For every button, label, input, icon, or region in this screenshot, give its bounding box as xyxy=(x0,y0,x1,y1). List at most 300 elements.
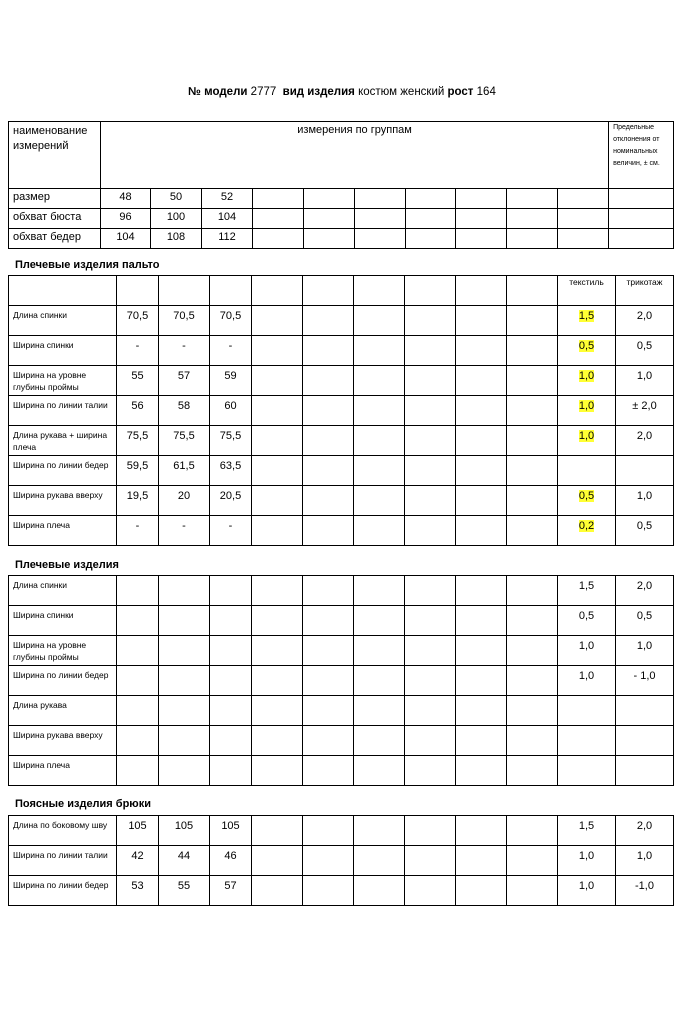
table-row xyxy=(9,426,674,456)
knit-tolerance xyxy=(616,696,674,726)
measure-value: 58 xyxy=(159,396,210,426)
empty-cell xyxy=(405,846,456,876)
empty-cell xyxy=(303,486,354,516)
measure-value: 70,5 xyxy=(159,306,210,336)
empty-cell xyxy=(303,426,354,456)
empty-cell xyxy=(405,306,456,336)
row-label: Длина спинки xyxy=(9,576,117,606)
empty-cell xyxy=(507,396,558,426)
empty-cell xyxy=(252,606,303,636)
measure-value: 59 xyxy=(210,366,252,396)
empty-cell xyxy=(456,576,507,606)
empty-cell xyxy=(252,486,303,516)
empty-cell xyxy=(210,696,252,726)
empty-cell xyxy=(355,229,406,249)
shoulder-table xyxy=(8,575,674,786)
knit-tolerance: 0,5 xyxy=(616,516,674,546)
empty-cell xyxy=(159,756,210,786)
size-value: 50 xyxy=(151,189,202,209)
empty-cell xyxy=(354,846,405,876)
empty-cell xyxy=(303,666,354,696)
empty-cell xyxy=(406,229,456,249)
textile-value: 1,0 xyxy=(578,880,595,892)
section-shoulder-title: Плечевые изделия xyxy=(15,559,119,571)
row-label: Ширина рукава вверху xyxy=(9,726,117,756)
empty-cell xyxy=(609,209,674,229)
empty-cell xyxy=(354,606,405,636)
table-row xyxy=(9,306,674,336)
textile-value: 0,2 xyxy=(578,520,595,532)
measure-value: 53 xyxy=(117,876,159,906)
textile-value: 1,5 xyxy=(578,580,595,592)
size-value: 100 xyxy=(151,209,202,229)
empty-cell xyxy=(405,666,456,696)
measure-value: 55 xyxy=(159,876,210,906)
type-label: вид изделия xyxy=(282,86,355,98)
empty-cell xyxy=(354,576,405,606)
size-value: 52 xyxy=(202,189,253,209)
empty-cell xyxy=(507,189,558,209)
empty-cell xyxy=(456,756,507,786)
empty-cell xyxy=(507,756,558,786)
empty-cell xyxy=(354,876,405,906)
textile-tolerance xyxy=(558,426,616,456)
empty-cell xyxy=(354,336,405,366)
empty-cell xyxy=(159,696,210,726)
empty-cell xyxy=(558,209,609,229)
row-label: Ширина рукава вверху xyxy=(9,486,117,516)
table-row xyxy=(9,726,674,756)
empty-cell xyxy=(252,366,303,396)
size-value: 112 xyxy=(202,229,253,249)
empty-cell xyxy=(405,276,456,306)
empty-cell xyxy=(507,726,558,756)
empty-cell xyxy=(456,846,507,876)
empty-cell xyxy=(252,696,303,726)
empty-cell xyxy=(117,726,159,756)
empty-cell xyxy=(354,396,405,426)
measure-value: - xyxy=(210,336,252,366)
table-row xyxy=(9,606,674,636)
empty-cell xyxy=(303,366,354,396)
knit-tolerance xyxy=(616,756,674,786)
knit-tolerance: 1,0 xyxy=(616,636,674,666)
textile-value: 1,0 xyxy=(578,640,595,652)
empty-cell xyxy=(456,726,507,756)
empty-cell xyxy=(253,189,304,209)
empty-cell xyxy=(354,366,405,396)
empty-cell xyxy=(303,876,354,906)
page-title xyxy=(0,86,684,98)
empty-cell xyxy=(117,276,159,306)
empty-cell xyxy=(210,756,252,786)
type-value: костюм женский xyxy=(358,86,445,98)
empty-cell xyxy=(253,229,304,249)
empty-cell xyxy=(117,606,159,636)
empty-cell xyxy=(303,846,354,876)
size-value: 104 xyxy=(202,209,253,229)
row-label: Длина спинки xyxy=(9,306,117,336)
empty-cell xyxy=(354,816,405,846)
empty-cell xyxy=(456,306,507,336)
empty-cell xyxy=(210,636,252,666)
textile-value: 1,0 xyxy=(578,400,595,412)
measure-value: 20 xyxy=(159,486,210,516)
trousers-table xyxy=(8,815,674,906)
empty-cell xyxy=(507,666,558,696)
empty-cell xyxy=(507,696,558,726)
empty-cell xyxy=(354,666,405,696)
empty-cell xyxy=(456,189,507,209)
knit-tolerance: ± 2,0 xyxy=(616,396,674,426)
table-row xyxy=(9,636,674,666)
empty-cell xyxy=(303,816,354,846)
knit-tolerance: - 1,0 xyxy=(616,666,674,696)
row-label: размер xyxy=(9,189,101,209)
measure-value: 105 xyxy=(210,816,252,846)
empty-cell xyxy=(405,636,456,666)
empty-cell xyxy=(405,756,456,786)
knit-tolerance: 1,0 xyxy=(616,846,674,876)
measure-value: 20,5 xyxy=(210,486,252,516)
row-label: обхват бедер xyxy=(9,229,101,249)
knit-tolerance: 0,5 xyxy=(616,336,674,366)
empty-cell xyxy=(252,816,303,846)
empty-cell xyxy=(252,576,303,606)
row-label: Ширина по линии талии xyxy=(9,846,117,876)
table-row xyxy=(9,666,674,696)
empty-cell xyxy=(303,396,354,426)
size-value: 96 xyxy=(101,209,151,229)
empty-cell xyxy=(117,696,159,726)
measure-value: 70,5 xyxy=(210,306,252,336)
empty-cell xyxy=(354,486,405,516)
empty-cell xyxy=(303,516,354,546)
knit-tolerance: 2,0 xyxy=(616,306,674,336)
empty-cell xyxy=(456,696,507,726)
measure-value: 42 xyxy=(117,846,159,876)
empty-cell xyxy=(303,576,354,606)
empty-cell xyxy=(117,756,159,786)
row-label: Длина рукава xyxy=(9,696,117,726)
table-row xyxy=(9,816,674,846)
table-row xyxy=(9,396,674,426)
empty-cell xyxy=(252,306,303,336)
empty-cell xyxy=(507,486,558,516)
empty-cell xyxy=(117,636,159,666)
empty-cell xyxy=(210,666,252,696)
empty-cell xyxy=(456,666,507,696)
measure-value: 63,5 xyxy=(210,456,252,486)
empty-cell xyxy=(117,576,159,606)
empty-cell xyxy=(304,189,355,209)
knit-tolerance: 1,0 xyxy=(616,366,674,396)
empty-cell xyxy=(303,276,354,306)
empty-cell xyxy=(354,276,405,306)
knit-tolerance: 1,0 xyxy=(616,486,674,516)
textile-value: 0,5 xyxy=(578,340,595,352)
measure-value: 60 xyxy=(210,396,252,426)
empty-cell xyxy=(159,636,210,666)
textile-tolerance xyxy=(558,456,616,486)
empty-cell xyxy=(456,209,507,229)
table-row xyxy=(9,516,674,546)
row-label: Ширина плеча xyxy=(9,516,117,546)
empty-cell xyxy=(405,816,456,846)
empty-cell xyxy=(303,726,354,756)
textile-tolerance xyxy=(558,816,616,846)
empty-cell xyxy=(117,666,159,696)
empty-cell xyxy=(405,516,456,546)
empty-cell xyxy=(252,516,303,546)
empty-cell xyxy=(303,636,354,666)
textile-tolerance xyxy=(558,576,616,606)
empty-cell xyxy=(405,426,456,456)
knit-header: трикотаж xyxy=(616,276,674,306)
empty-cell xyxy=(507,816,558,846)
tolerance-header: Предельные отклонения от номинальных величин, ± см. xyxy=(609,122,674,189)
empty-cell xyxy=(507,209,558,229)
row-label: Ширина по линии бедер xyxy=(9,666,117,696)
empty-cell xyxy=(405,606,456,636)
textile-tolerance xyxy=(558,396,616,426)
empty-cell xyxy=(354,516,405,546)
empty-cell xyxy=(456,876,507,906)
textile-header: текстиль xyxy=(558,276,616,306)
coat-table xyxy=(8,275,674,546)
empty-cell xyxy=(159,576,210,606)
empty-cell xyxy=(558,189,609,209)
knit-tolerance: 2,0 xyxy=(616,576,674,606)
textile-value: 1,0 xyxy=(578,850,595,862)
empty-cell xyxy=(304,209,355,229)
table-row xyxy=(9,696,674,726)
measure-value: 59,5 xyxy=(117,456,159,486)
textile-value: 1,0 xyxy=(578,430,595,442)
empty-cell xyxy=(405,576,456,606)
empty-cell xyxy=(354,726,405,756)
textile-tolerance xyxy=(558,846,616,876)
empty-cell xyxy=(354,696,405,726)
textile-value: 0,5 xyxy=(578,490,595,502)
empty-cell xyxy=(9,276,117,306)
table-row xyxy=(9,336,674,366)
knit-tolerance xyxy=(616,456,674,486)
textile-value: 0,5 xyxy=(578,610,595,622)
measure-value: 57 xyxy=(210,876,252,906)
table-row xyxy=(9,189,674,209)
empty-cell xyxy=(507,606,558,636)
measure-value: 75,5 xyxy=(117,426,159,456)
textile-tolerance xyxy=(558,636,616,666)
table-header-row xyxy=(9,276,674,306)
empty-cell xyxy=(507,276,558,306)
measure-value: 56 xyxy=(117,396,159,426)
empty-cell xyxy=(405,726,456,756)
empty-cell xyxy=(354,456,405,486)
empty-cell xyxy=(303,336,354,366)
empty-cell xyxy=(405,366,456,396)
measure-value: 55 xyxy=(117,366,159,396)
table-row xyxy=(9,486,674,516)
empty-cell xyxy=(159,276,210,306)
empty-cell xyxy=(456,426,507,456)
name-header: наименование измерений xyxy=(9,122,101,189)
empty-cell xyxy=(456,229,507,249)
textile-tolerance xyxy=(558,726,616,756)
row-label: Ширина спинки xyxy=(9,336,117,366)
measure-value: - xyxy=(117,516,159,546)
empty-cell xyxy=(507,876,558,906)
empty-cell xyxy=(304,229,355,249)
empty-cell xyxy=(303,606,354,636)
empty-cell xyxy=(507,456,558,486)
measure-value: 19,5 xyxy=(117,486,159,516)
measure-value: 105 xyxy=(117,816,159,846)
empty-cell xyxy=(558,229,609,249)
table-row xyxy=(9,229,674,249)
empty-cell xyxy=(303,456,354,486)
empty-cell xyxy=(252,636,303,666)
model-label: № модели xyxy=(188,86,248,98)
empty-cell xyxy=(252,756,303,786)
measure-value: - xyxy=(159,336,210,366)
empty-cell xyxy=(405,336,456,366)
empty-cell xyxy=(252,876,303,906)
empty-cell xyxy=(354,306,405,336)
measure-value: 75,5 xyxy=(210,426,252,456)
row-label: обхват бюста xyxy=(9,209,101,229)
table-row xyxy=(9,456,674,486)
size-table xyxy=(8,121,674,249)
empty-cell xyxy=(303,306,354,336)
table-row xyxy=(9,756,674,786)
empty-cell xyxy=(253,209,304,229)
height-value: 164 xyxy=(476,86,496,98)
knit-tolerance: 0,5 xyxy=(616,606,674,636)
empty-cell xyxy=(507,636,558,666)
row-label: Ширина плеча xyxy=(9,756,117,786)
empty-cell xyxy=(210,726,252,756)
empty-cell xyxy=(456,516,507,546)
empty-cell xyxy=(303,696,354,726)
empty-cell xyxy=(456,636,507,666)
empty-cell xyxy=(354,756,405,786)
empty-cell xyxy=(252,336,303,366)
empty-cell xyxy=(507,576,558,606)
textile-tolerance xyxy=(558,486,616,516)
textile-value: 1,5 xyxy=(578,820,595,832)
empty-cell xyxy=(405,456,456,486)
empty-cell xyxy=(252,426,303,456)
empty-cell xyxy=(456,276,507,306)
knit-tolerance: 2,0 xyxy=(616,426,674,456)
empty-cell xyxy=(456,816,507,846)
empty-cell xyxy=(507,336,558,366)
empty-cell xyxy=(252,846,303,876)
empty-cell xyxy=(252,666,303,696)
textile-tolerance xyxy=(558,666,616,696)
measure-value: 57 xyxy=(159,366,210,396)
empty-cell xyxy=(609,189,674,209)
empty-cell xyxy=(456,336,507,366)
textile-tolerance xyxy=(558,516,616,546)
measure-value: 46 xyxy=(210,846,252,876)
empty-cell xyxy=(456,606,507,636)
row-label: Ширина по линии талии xyxy=(9,396,117,426)
row-label: Ширина на уровне глубины проймы xyxy=(9,366,117,396)
empty-cell xyxy=(210,576,252,606)
knit-tolerance: -1,0 xyxy=(616,876,674,906)
section-coat-title: Плечевые изделия пальто xyxy=(15,259,160,271)
textile-tolerance xyxy=(558,306,616,336)
empty-cell xyxy=(507,846,558,876)
empty-cell xyxy=(507,229,558,249)
empty-cell xyxy=(159,726,210,756)
empty-cell xyxy=(405,486,456,516)
empty-cell xyxy=(159,606,210,636)
empty-cell xyxy=(210,606,252,636)
textile-value: 1,0 xyxy=(578,370,595,382)
textile-tolerance xyxy=(558,756,616,786)
empty-cell xyxy=(210,276,252,306)
empty-cell xyxy=(406,189,456,209)
textile-value: 1,0 xyxy=(578,670,595,682)
row-label: Ширина на уровне глубины проймы xyxy=(9,636,117,666)
empty-cell xyxy=(406,209,456,229)
empty-cell xyxy=(456,486,507,516)
table-row xyxy=(9,576,674,606)
empty-cell xyxy=(609,229,674,249)
empty-cell xyxy=(507,306,558,336)
empty-cell xyxy=(354,426,405,456)
textile-tolerance xyxy=(558,876,616,906)
empty-cell xyxy=(456,366,507,396)
textile-tolerance xyxy=(558,696,616,726)
empty-cell xyxy=(456,456,507,486)
empty-cell xyxy=(354,636,405,666)
row-label: Ширина по линии бедер xyxy=(9,876,117,906)
row-label: Ширина по линии бедер xyxy=(9,456,117,486)
empty-cell xyxy=(507,426,558,456)
measure-value: - xyxy=(210,516,252,546)
height-label: рост xyxy=(447,86,474,98)
knit-tolerance xyxy=(616,726,674,756)
measure-value: 75,5 xyxy=(159,426,210,456)
table-row xyxy=(9,366,674,396)
size-value: 108 xyxy=(151,229,202,249)
empty-cell xyxy=(252,276,303,306)
textile-tolerance xyxy=(558,606,616,636)
model-value: 2777 xyxy=(250,86,277,98)
empty-cell xyxy=(252,396,303,426)
size-value: 48 xyxy=(101,189,151,209)
textile-value: 1,5 xyxy=(578,310,595,322)
empty-cell xyxy=(405,876,456,906)
table-row xyxy=(9,846,674,876)
empty-cell xyxy=(355,209,406,229)
row-label: Ширина спинки xyxy=(9,606,117,636)
measure-value: 70,5 xyxy=(117,306,159,336)
empty-cell xyxy=(252,456,303,486)
empty-cell xyxy=(405,396,456,426)
measure-value: 44 xyxy=(159,846,210,876)
knit-tolerance: 2,0 xyxy=(616,816,674,846)
empty-cell xyxy=(252,726,303,756)
row-label: Длина рукава + ширина плеча xyxy=(9,426,117,456)
measure-value: 105 xyxy=(159,816,210,846)
table-row xyxy=(9,209,674,229)
